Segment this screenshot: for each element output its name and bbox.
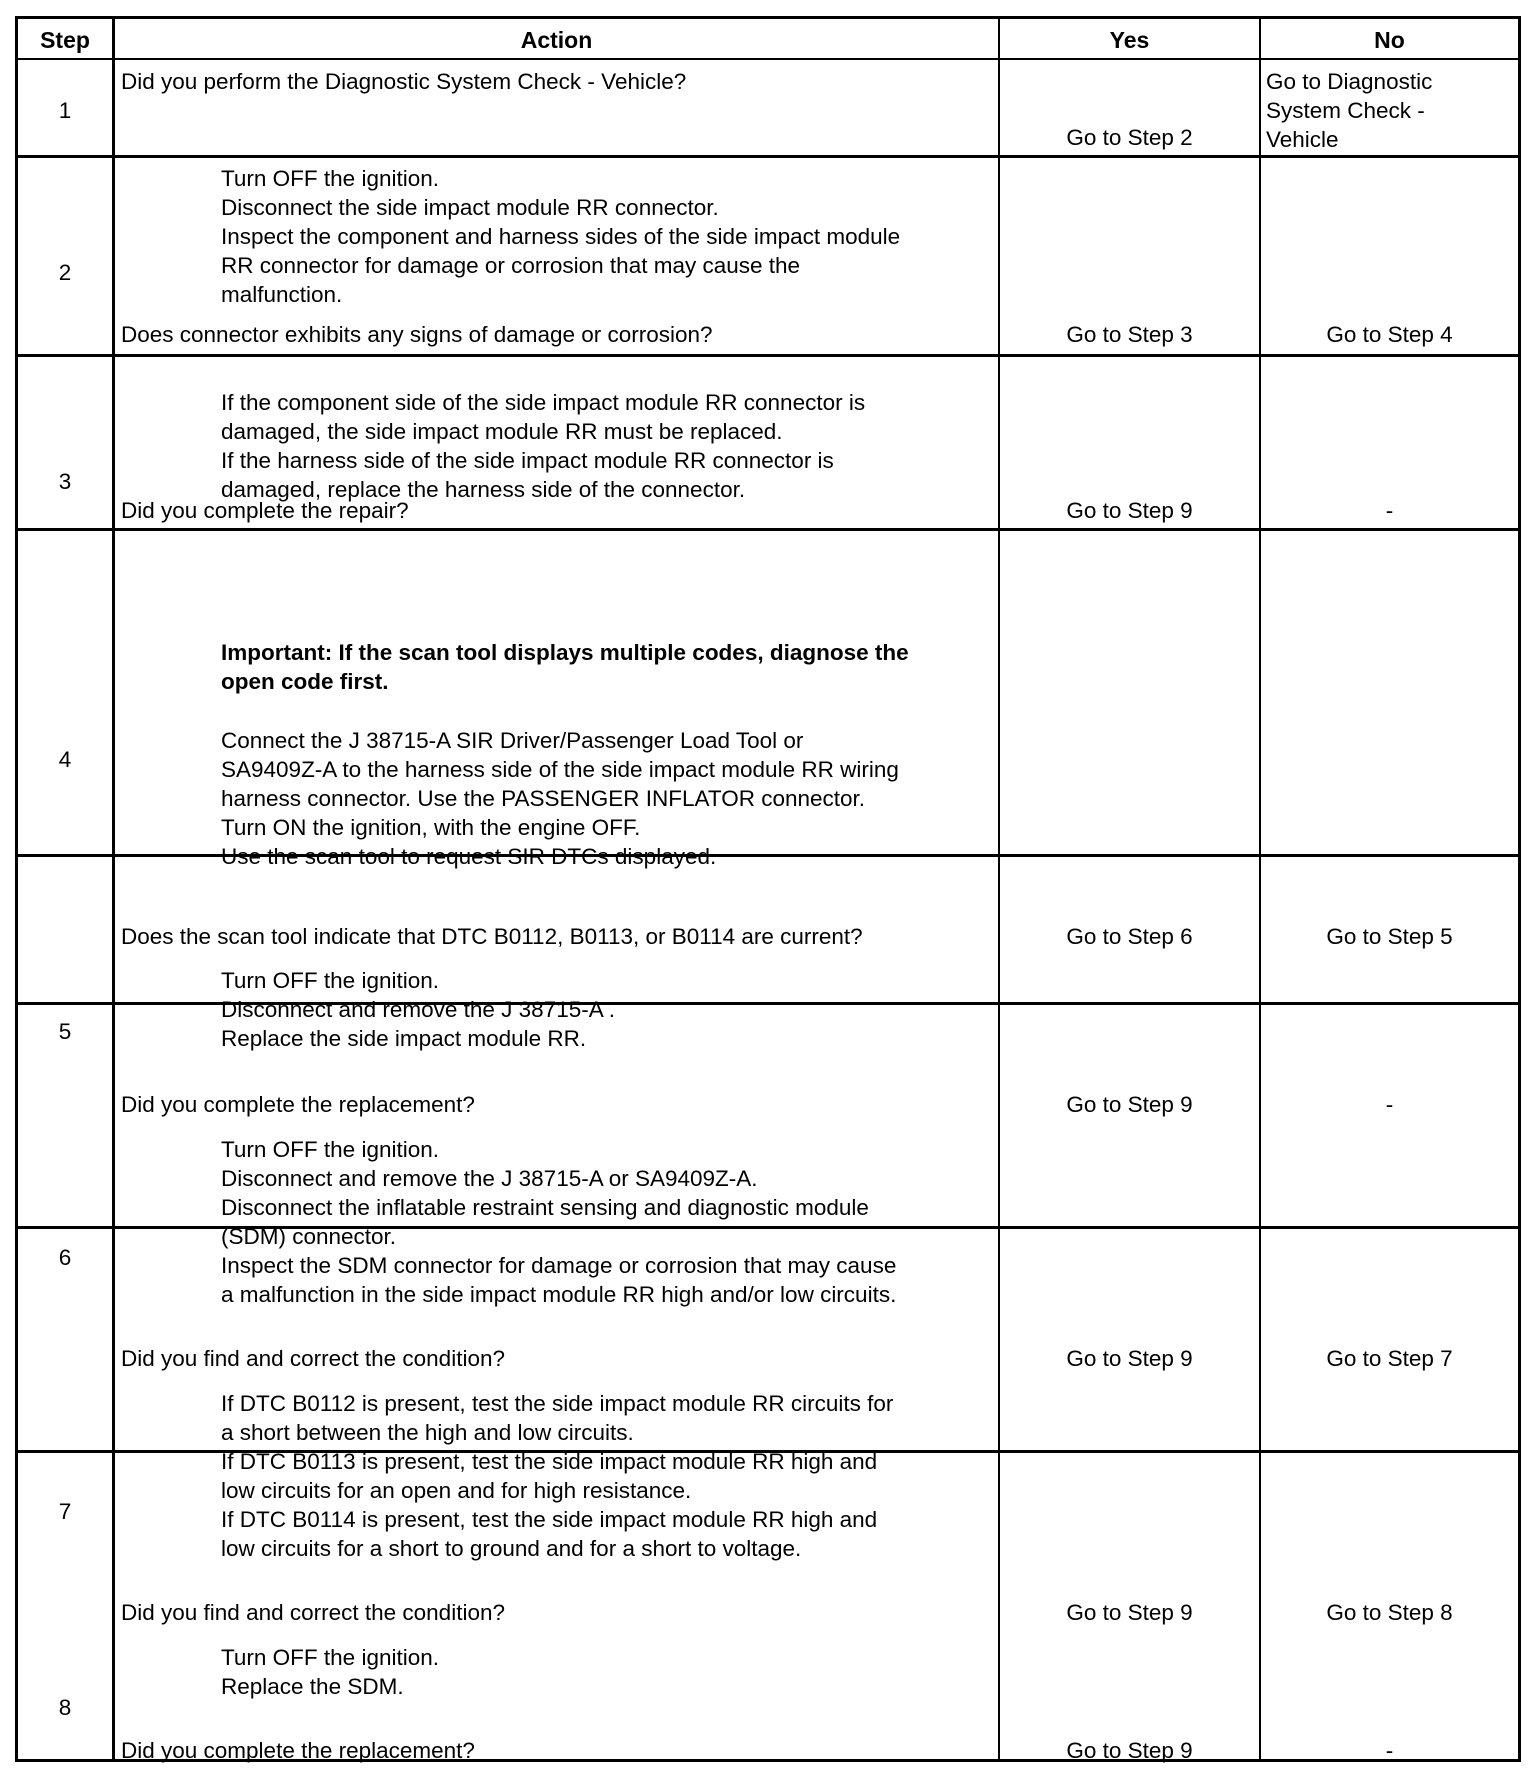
yes-action: Go to Step 2 [1066,125,1193,150]
step-number: 8 [58,1695,72,1720]
step-number: 5 [58,1019,72,1044]
step-number: 2 [58,260,72,285]
action-question: Does connector exhibits any signs of damage or corrosion? [121,322,713,347]
row-divider [15,155,1521,158]
header-action: Action [520,27,593,53]
action-question: Does the scan tool indicate that DTC B0112, B0113, or B0114 are current? [121,924,863,949]
action-instructions: Connect the J 38715-A SIR Driver/Passenger Load Tool or SA9409Z-A to the harness side of the side impact module RR wiring harness connector. Use the PASSENGER INFLATOR connector. Turn ON the ignition, with the engine OFF. Use the scan tool to request SIR DTCs displayed. [221,728,899,869]
step-number: 4 [58,747,72,772]
action-question: Did you complete the replacement? [121,1092,475,1117]
action-question: Did you complete the replacement? [121,1738,475,1763]
diagnostic-table [15,16,1521,1762]
important-note: Important: If the scan tool displays multiple codes, diagnose the open code first. [221,640,909,694]
action-instructions: Turn OFF the ignition. Disconnect the side impact module RR connector. Inspect the component and harness sides of the side impact module RR connector for damage or corrosion that may cause the malfunction. [221,166,901,307]
yes-action: Go to Step 9 [1066,1092,1193,1117]
no-action: Go to Step 7 [1326,1346,1453,1371]
header-step: Step [40,27,90,53]
action-instructions: Turn OFF the ignition. Replace the SDM. [221,1645,440,1699]
action-instructions: Turn OFF the ignition. Disconnect and remove the J 38715-A . Replace the side impact module RR. [221,968,615,1051]
action-instructions: If DTC B0112 is present, test the side impact module RR circuits for a short between the high and low circuits. If DTC B0113 is present, test the side impact module RR high and low circuits for an open and for high resistance. If DTC B0114 is present, test the side impact module RR high and low circuits for a short to ground and for a short to voltage. [221,1391,894,1561]
action-question: Did you find and correct the condition? [121,1346,505,1371]
yes-action: Go to Step 9 [1066,1738,1193,1763]
action-instructions: If the component side of the side impact module RR connector is damaged, the side impact module RR must be replaced. If the harness side of the side impact module RR connector is damaged, replace the harness side of the connector. [221,390,866,502]
action-question: Did you find and correct the condition? [121,1600,505,1625]
yes-action: Go to Step 6 [1066,924,1193,949]
step-number: 3 [58,469,72,494]
no-action: Go to Step 8 [1326,1600,1453,1625]
no-action: Go to Step 5 [1326,924,1453,949]
yes-action: Go to Step 9 [1066,498,1193,523]
column-divider [112,16,115,1762]
no-action: - [1385,1738,1394,1763]
column-divider [998,16,1000,1762]
header-no: No [1374,27,1405,53]
action-instructions: Turn OFF the ignition. Disconnect and remove the J 38715-A or SA9409Z-A. Disconnect the inflatable restraint sensing and diagnostic module (SDM) connector. Inspect the SDM connector for damage or corrosion that may cause a malfunction in the side impact module RR high and/or low circuits. [221,1137,897,1307]
table-border [1518,16,1521,1762]
row-divider [15,528,1521,531]
action-question: Did you complete the repair? [121,498,409,523]
row-divider [15,354,1521,357]
yes-action: Go to Step 3 [1066,322,1193,347]
no-action: - [1385,498,1394,523]
column-divider [1259,16,1261,1762]
step-number: 1 [58,98,72,123]
step-number: 7 [58,1499,72,1524]
yes-action: Go to Step 9 [1066,1600,1193,1625]
header-yes: Yes [1109,27,1150,53]
yes-action: Go to Step 9 [1066,1346,1193,1371]
no-action: Go to Diagnostic System Check - Vehicle [1266,69,1433,152]
step-number: 6 [58,1245,72,1270]
no-action: Go to Step 4 [1326,322,1453,347]
no-action: - [1385,1092,1394,1117]
action-question: Did you perform the Diagnostic System Check - Vehicle? [121,69,687,94]
